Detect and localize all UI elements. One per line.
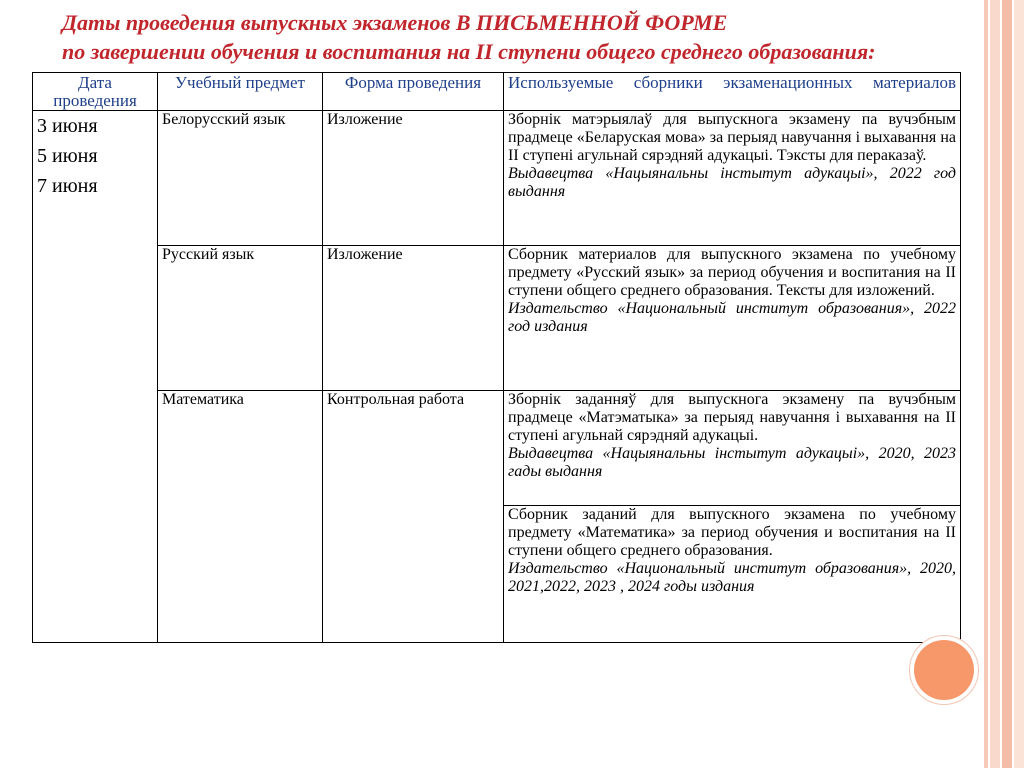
material-title: Зборнік заданняў для выпускнога экзамену па вучэбным прадмеце «Матэматыка» за перыяд навучання і выхавання на II ступені агульнай сярэдняй адукацыі. (508, 391, 956, 444)
materials-cell (504, 391, 961, 506)
header-materials: Используемые сборники экзаменационных материалов (504, 73, 961, 111)
materials-cell (504, 246, 961, 391)
date-item: 5 июня (37, 145, 98, 167)
materials-cell (504, 111, 961, 246)
header-date: Дата проведения (33, 73, 158, 111)
material-publisher: Издательство «Национальный институт образования», 2022 год издания (508, 300, 956, 335)
table-header-row (33, 73, 961, 111)
material-publisher: Выдавецтва «Нацыянальны інстытут адукацыі», 2020, 2023 гады выдання (508, 445, 956, 480)
exam-schedule-table (32, 72, 961, 643)
material-publisher: Выдавецтва «Нацыянальны інстытут адукацыі», 2022 год выдання (508, 165, 956, 200)
decorative-circle (914, 640, 974, 700)
dates-cell (33, 111, 158, 643)
material-publisher: Издательство «Национальный институт образования», 2020, 2021,2022, 2023 , 2024 годы издания (508, 560, 956, 595)
form-cell: Контрольная работа (323, 391, 504, 643)
decorative-stripes (980, 0, 1024, 768)
date-item: 7 июня (37, 175, 98, 197)
table-row (33, 391, 961, 506)
subject-cell: Русский язык (158, 246, 323, 391)
table-row (33, 246, 961, 391)
form-cell: Изложение (323, 111, 504, 246)
material-title: Сборник заданий для выпускного экзамена по учебному предмету «Математика» за период обучения и воспитания на II ступени общего среднего образования. (508, 506, 956, 559)
date-item: 3 июня (37, 115, 98, 137)
header-subject: Учебный предмет (158, 73, 323, 111)
title-line-1: Даты проведения выпускных экзаменов В ПИСЬМЕННОЙ ФОРМЕ (62, 10, 728, 35)
title-line-2: по завершении обучения и воспитания на II ступени общего среднего образования: (62, 39, 876, 64)
header-form: Форма проведения (323, 73, 504, 111)
subject-cell: Белорусский язык (158, 111, 323, 246)
subject-cell: Математика (158, 391, 323, 643)
material-title: Сборник материалов для выпускного экзамена по учебному предмету «Русский язык» за период обучения и воспитания на II ступени общего среднего образования. Тексты для изложений. (508, 246, 956, 299)
form-cell: Изложение (323, 246, 504, 391)
slide-title (62, 8, 1012, 66)
table-row (33, 111, 961, 246)
materials-cell (504, 506, 961, 643)
material-title: Зборнік матэрыялаў для выпускнога экзамену па вучэбным прадмеце «Беларуская мова» за перыяд навучання і выхавання на ІІ ступені агульнай сярэдняй адукацыі. Тэксты для пераказаў. (508, 111, 956, 164)
